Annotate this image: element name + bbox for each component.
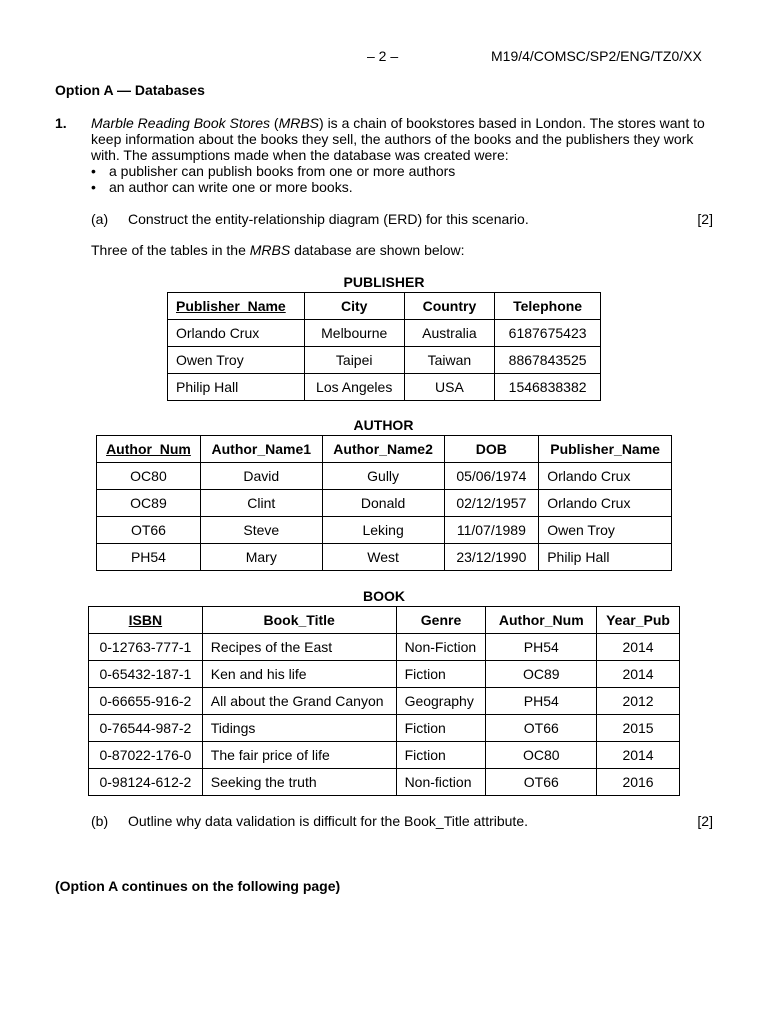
table-cell: 2016	[597, 769, 680, 796]
table-row	[89, 742, 680, 769]
table-cell: 2015	[597, 715, 680, 742]
part-b-text: Outline why data validation is difficult for the Book_Title attribute.	[128, 813, 528, 829]
book-table	[88, 606, 680, 796]
table-row	[97, 544, 672, 571]
column-header: Telephone	[495, 293, 601, 320]
table-cell: Philip Hall	[539, 544, 672, 571]
table-cell: 1546838382	[495, 374, 601, 401]
table-cell: Leking	[322, 517, 444, 544]
tables-intro: Three of the tables in the MRBS database are shown below:	[91, 242, 465, 258]
table-cell: Non-fiction	[396, 769, 486, 796]
table-cell: USA	[404, 374, 495, 401]
part-a-label: (a)	[91, 211, 109, 227]
table-cell: Orlando Crux	[539, 463, 672, 490]
table-row	[168, 374, 601, 401]
table-cell: Taiwan	[404, 347, 495, 374]
table-cell: David	[200, 463, 322, 490]
table-cell: 0-76544-987-2	[89, 715, 203, 742]
column-header: Country	[404, 293, 495, 320]
table-cell: OT66	[486, 769, 597, 796]
page-number: – 2 –	[367, 48, 399, 64]
table-row	[89, 661, 680, 688]
column-header: Year_Pub	[597, 607, 680, 634]
table-row	[97, 490, 672, 517]
section-title: Option A — Databases	[55, 82, 205, 98]
table-row	[89, 769, 680, 796]
part-a-marks: [2]	[697, 211, 713, 227]
table-cell: Melbourne	[304, 320, 404, 347]
table-cell: All about the Grand Canyon	[202, 688, 396, 715]
table-cell: Fiction	[396, 661, 486, 688]
table-header-row	[89, 607, 680, 634]
table-cell: 0-12763-777-1	[89, 634, 203, 661]
company-name: Marble Reading Book Stores	[91, 115, 270, 131]
table-cell: 2014	[597, 742, 680, 769]
table-cell: 2014	[597, 634, 680, 661]
column-header: DOB	[444, 436, 539, 463]
table-cell: Philip Hall	[168, 374, 305, 401]
table-cell: PH54	[97, 544, 201, 571]
table-cell: OT66	[97, 517, 201, 544]
assumption-list	[91, 163, 721, 195]
column-header: Publisher_Name	[168, 293, 305, 320]
assumption-item: • an author can write one or more books.	[91, 179, 721, 195]
company-open: (	[270, 115, 279, 131]
table-cell: Clint	[200, 490, 322, 517]
table-header-row	[97, 436, 672, 463]
table-cell: Steve	[200, 517, 322, 544]
table-cell: OC89	[97, 490, 201, 517]
column-header: City	[304, 293, 404, 320]
question-number: 1.	[55, 115, 67, 131]
table-cell: Non-Fiction	[396, 634, 486, 661]
book-table-caption: BOOK	[363, 588, 405, 604]
table-cell: Gully	[322, 463, 444, 490]
assumption-item: • a publisher can publish books from one or more authors	[91, 163, 721, 179]
table-cell: Orlando Crux	[168, 320, 305, 347]
table-cell: 2014	[597, 661, 680, 688]
table-header-row	[168, 293, 601, 320]
column-header: Author_Name2	[322, 436, 444, 463]
table-cell: 23/12/1990	[444, 544, 539, 571]
table-cell: Recipes of the East	[202, 634, 396, 661]
table-row	[97, 517, 672, 544]
table-cell: Owen Troy	[539, 517, 672, 544]
table-cell: OC89	[486, 661, 597, 688]
column-header: Author_Num	[486, 607, 597, 634]
part-a-text: Construct the entity-relationship diagram (ERD) for this scenario.	[128, 211, 529, 227]
table-cell: Los Angeles	[304, 374, 404, 401]
intro-text: ) is a chain of bookstores based in London. The stores want to keep information about the books they sell, the authors of the books and the publishers they work with. The assumptions made when the database was created were:	[91, 115, 705, 163]
author-table-caption: AUTHOR	[353, 417, 414, 433]
table-cell: 2012	[597, 688, 680, 715]
paper-code: M19/4/COMSC/SP2/ENG/TZ0/XX	[491, 48, 702, 64]
table-cell: Orlando Crux	[539, 490, 672, 517]
publisher-table	[167, 292, 601, 401]
table-cell: Taipei	[304, 347, 404, 374]
question-intro	[91, 115, 721, 195]
table-row	[89, 634, 680, 661]
table-cell: Mary	[200, 544, 322, 571]
column-header: Author_Name1	[200, 436, 322, 463]
table-cell: 0-66655-916-2	[89, 688, 203, 715]
table-row	[89, 688, 680, 715]
continuation-note: (Option A continues on the following page)	[55, 878, 341, 894]
table-cell: 6187675423	[495, 320, 601, 347]
table-cell: 11/07/1989	[444, 517, 539, 544]
table-cell: Owen Troy	[168, 347, 305, 374]
table-cell: 05/06/1974	[444, 463, 539, 490]
author-table	[96, 435, 672, 571]
table-cell: Geography	[396, 688, 486, 715]
part-b-marks: [2]	[697, 813, 713, 829]
table-row	[97, 463, 672, 490]
publisher-table-caption: PUBLISHER	[343, 274, 425, 290]
table-row	[168, 320, 601, 347]
table-cell: The fair price of life	[202, 742, 396, 769]
column-header: ISBN	[89, 607, 203, 634]
table-row	[89, 715, 680, 742]
column-header: Author_Num	[97, 436, 201, 463]
table-cell: Seeking the truth	[202, 769, 396, 796]
company-abbrev: MRBS	[278, 115, 320, 131]
table-cell: OC80	[97, 463, 201, 490]
column-header: Publisher_Name	[539, 436, 672, 463]
table-cell: Tidings	[202, 715, 396, 742]
table-cell: Australia	[404, 320, 495, 347]
column-header: Book_Title	[202, 607, 396, 634]
table-cell: Fiction	[396, 742, 486, 769]
table-cell: 0-65432-187-1	[89, 661, 203, 688]
table-cell: Fiction	[396, 715, 486, 742]
table-row	[168, 347, 601, 374]
table-cell: 02/12/1957	[444, 490, 539, 517]
table-cell: West	[322, 544, 444, 571]
table-cell: OC80	[486, 742, 597, 769]
table-cell: PH54	[486, 688, 597, 715]
column-header: Genre	[396, 607, 486, 634]
table-cell: OT66	[486, 715, 597, 742]
part-b-label: (b)	[91, 813, 109, 829]
table-cell: Donald	[322, 490, 444, 517]
table-cell: 0-98124-612-2	[89, 769, 203, 796]
table-cell: Ken and his life	[202, 661, 396, 688]
table-cell: PH54	[486, 634, 597, 661]
table-cell: 8867843525	[495, 347, 601, 374]
table-cell: 0-87022-176-0	[89, 742, 203, 769]
